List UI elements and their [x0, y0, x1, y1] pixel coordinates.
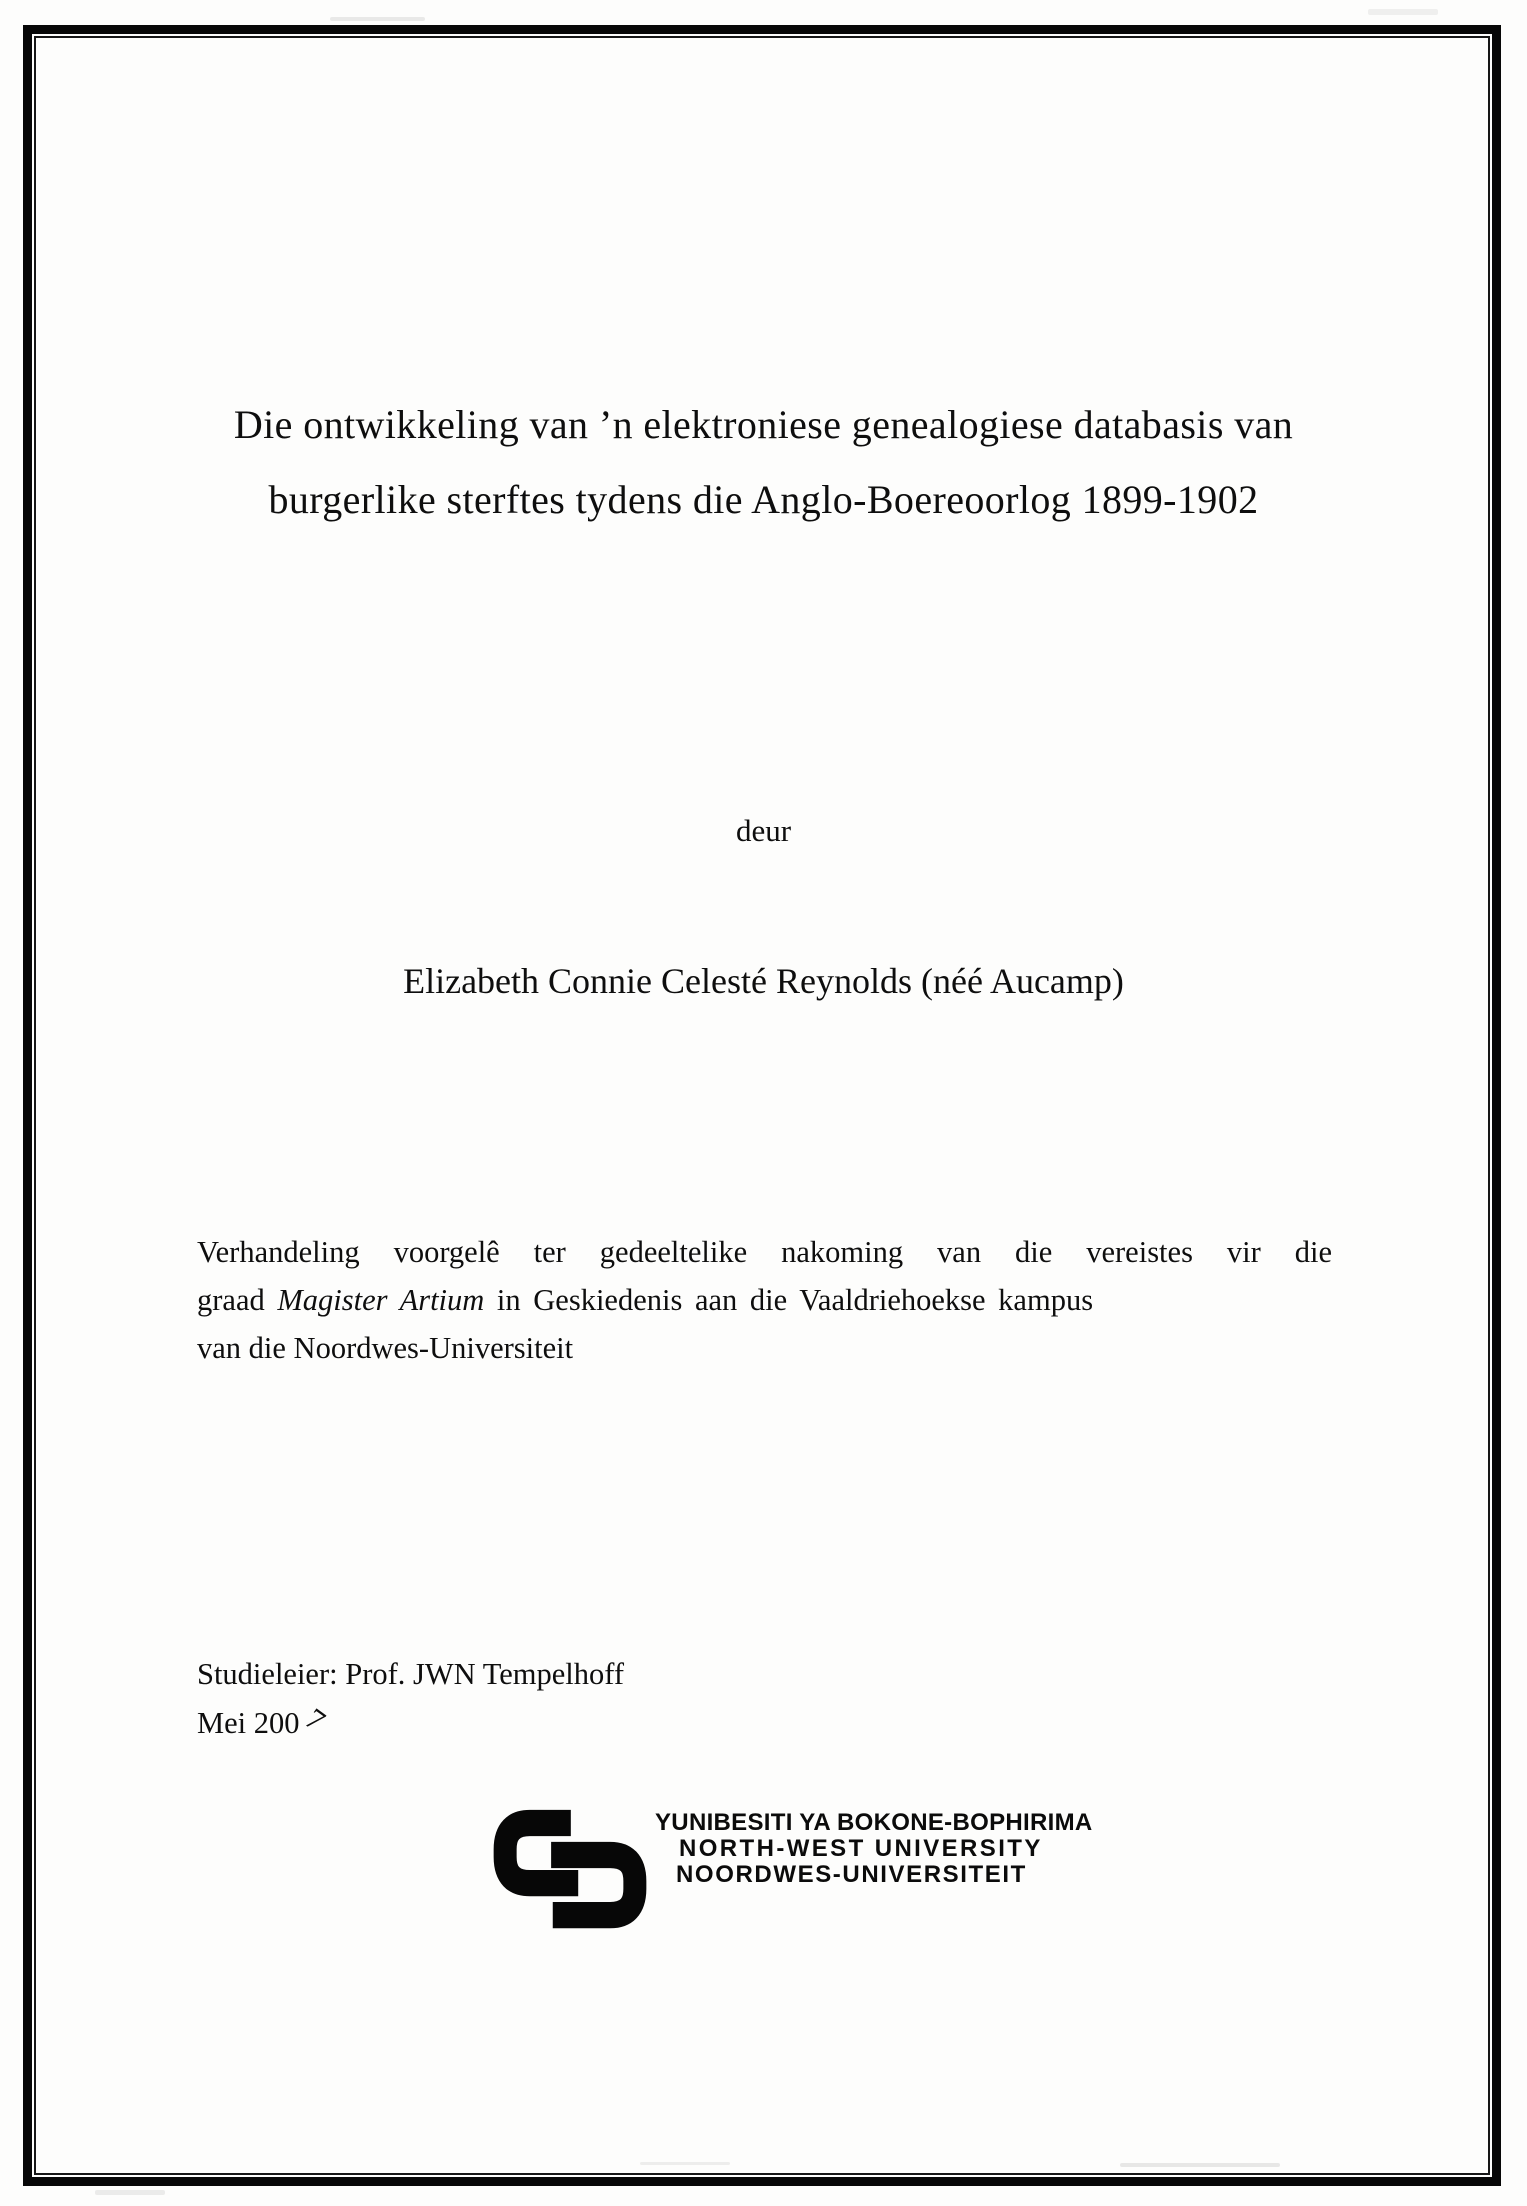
- date-prefix: Mei 200: [197, 1706, 300, 1740]
- thesis-title-line-2: burgerlike sterftes tydens die Anglo-Boereoorlog 1899-1902: [268, 477, 1259, 522]
- scan-artifact: [330, 17, 425, 21]
- thesis-title-line-1: Die ontwikkeling van ’n elektroniese genealogiese databasis van: [233, 402, 1294, 447]
- scan-artifact: [1368, 9, 1438, 15]
- scan-artifact: [1120, 2163, 1280, 2167]
- nwu-interlocked-chain-links-icon: [492, 1808, 648, 1932]
- supervisor-line: Studieleier: Prof. JWN Tempelhoff: [197, 1657, 625, 1691]
- degree-name: Magister Artium: [277, 1283, 485, 1317]
- author-name: Elizabeth Connie Celesté Reynolds (néé Aucamp): [403, 961, 1124, 1001]
- date-last-digit: 7: [298, 1701, 331, 1739]
- university-logo-text: [655, 1810, 1093, 1888]
- logo-text-english: NORTH-WEST UNIVERSITY: [679, 1835, 1043, 1862]
- degree-statement: [197, 1228, 1332, 1372]
- logo-text-afrikaans: NOORDWES-UNIVERSITEIT: [676, 1861, 1027, 1888]
- degree-statement-line-2: [197, 1276, 1332, 1324]
- statement-line2-post: in Geskiedenis aan die Vaaldriehoekse kampus: [484, 1283, 1094, 1317]
- degree-statement-line-3: van die Noordwes-Universiteit: [197, 1331, 574, 1365]
- scan-artifact: [640, 2162, 730, 2165]
- byline: deur: [735, 813, 792, 848]
- supervisor-block: [197, 1650, 624, 1748]
- date-line: [197, 1699, 624, 1748]
- logo-text-setswana: YUNIBESITI YA BOKONE-BOPHIRIMA: [655, 1809, 1093, 1836]
- scan-artifact: [95, 2190, 165, 2195]
- university-logo: [492, 1808, 1093, 1932]
- statement-line2-pre: graad: [197, 1283, 278, 1317]
- degree-statement-line-1: Verhandeling voorgelê ter gedeeltelike nakoming van die vereistes vir die: [197, 1235, 1332, 1269]
